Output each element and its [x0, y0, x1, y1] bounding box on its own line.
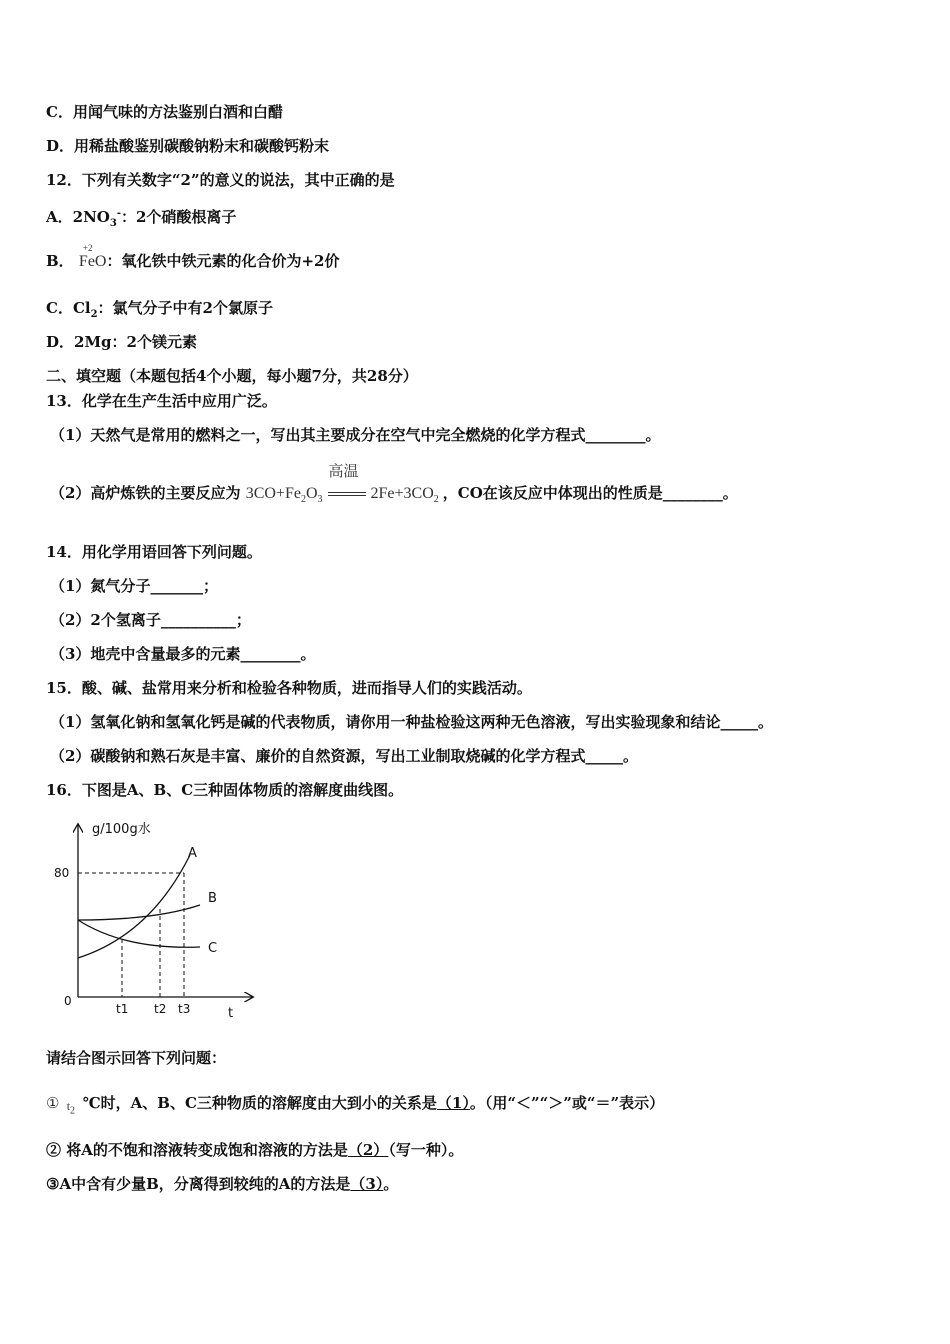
question-13: 13．化学在生产生活中应用广泛。: [46, 392, 277, 410]
blank-1[interactable]: （1）: [436, 1094, 470, 1112]
q16-part-1: ① $t_2$ ℃时，A、B、C三种物质的溶解度由大到小的关系是（1）。（用“＜”“＞”或“＝”表示）: [46, 1094, 665, 1117]
question-16: 16．下图是A、B、C三种固体物质的溶解度曲线图。: [46, 781, 404, 799]
question-15: 15．酸、碱、盐常用来分析和检验各种物质，进而指导人们的实践活动。: [46, 679, 532, 697]
label-c: C: [208, 941, 218, 956]
q12-option-b: B． +2 FeO：氧化铁中铁元素的化合价为+2价: [46, 243, 340, 270]
label-b: B: [208, 891, 217, 906]
q16-part-3: ③A中含有少量B，分离得到较纯的A的方法是（3）。: [46, 1175, 399, 1193]
q13-part-1: （1）天然气是常用的燃料之一，写出其主要成分在空气中完全燃烧的化学方程式________。: [50, 426, 661, 444]
option-c: C．用闻气味的方法鉴别白酒和白醋: [46, 103, 283, 121]
q16-part-2: ② 将A的不饱和溶液转变成饱和溶液的方法是（2）（写一种）。: [46, 1141, 464, 1159]
q15-part-1: （1）氢氧化钠和氢氧化钙是碱的代表物质，请你用一种盐检验这两种无色溶液，写出实验现象和结论_____。: [50, 713, 773, 731]
option-d: D．用稀盐酸鉴别碳酸钠粉末和碳酸钙粉末: [46, 137, 330, 155]
x-axis-label: t: [228, 1006, 234, 1021]
y-tick-80: 80: [54, 866, 70, 880]
q16-intro: 请结合图示回答下列问题：: [46, 1049, 227, 1067]
solubility-chart: [50, 815, 270, 1030]
q14-part-3: （3）地壳中含量最多的元素________。: [50, 645, 316, 663]
reaction-condition: 高温: [328, 464, 359, 480]
curve-b: [78, 905, 200, 920]
equal-sign: [328, 492, 366, 496]
q12-option-a: A．$2NO_3^-$：2个硝酸根离子: [46, 208, 237, 229]
label-a: A: [188, 846, 197, 861]
question-12: 12．下列有关数字“2”的意义的说法，其中正确的是: [46, 171, 395, 189]
blank-2[interactable]: （2）: [347, 1141, 389, 1159]
q12-option-d: D．2Mg：2个镁元素: [46, 333, 197, 351]
question-14: 14．用化学用语回答下列问题。: [46, 543, 262, 561]
tick-t3: t3: [178, 1002, 191, 1016]
q15-part-2: （2）碳酸钠和熟石灰是丰富、廉价的自然资源，写出工业制取烧碱的化学方程式_____。: [50, 747, 638, 765]
q14-part-2: （2）2个氢离子__________；: [50, 611, 251, 629]
origin-label: 0: [64, 994, 72, 1008]
q14-part-1: （1）氮气分子_______；: [50, 577, 218, 595]
q12-option-c: C．$Cl_2$：氯气分子中有2个氯原子: [46, 299, 273, 320]
section-2-heading: 二、填空题（本题包括4个小题，每小题7分，共28分）: [46, 367, 418, 385]
tick-t1: t1: [116, 1002, 129, 1016]
y-axis-label: g/100g水: [92, 822, 151, 837]
q13-part-2: （2）高炉炼铁的主要反应为 $3CO+Fe_2O_3$ 高温 $2Fe+3CO_2$ ，CO在该反应中体现出的性质是________。: [50, 464, 738, 506]
tick-t2: t2: [154, 1002, 167, 1016]
blank-3[interactable]: （3）: [350, 1175, 384, 1193]
